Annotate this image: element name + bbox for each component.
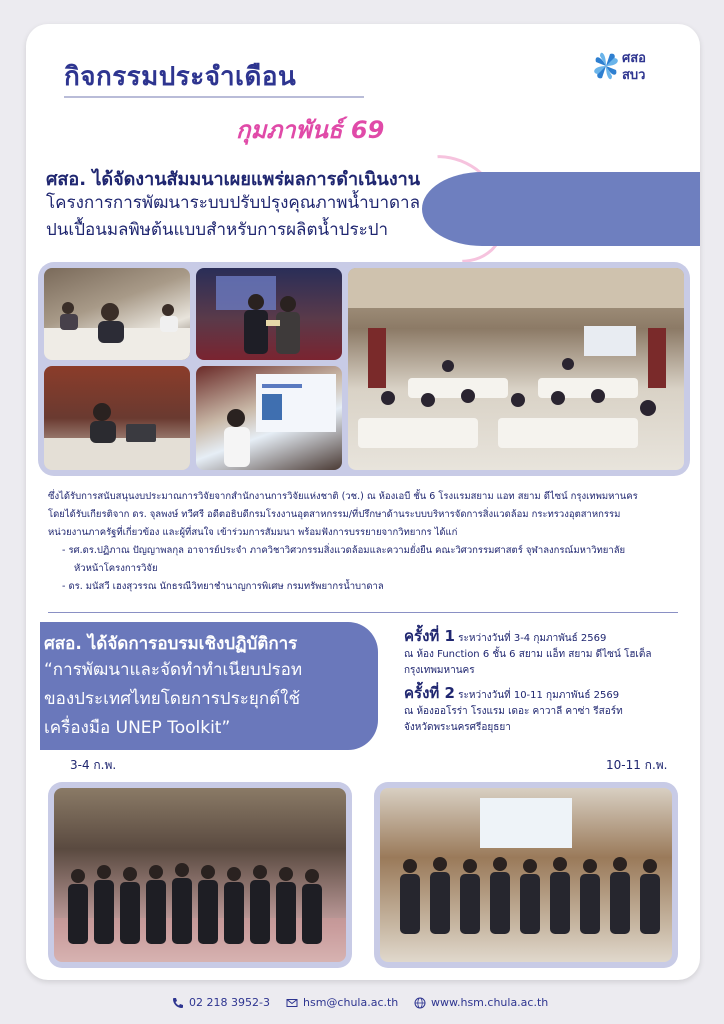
phone-number: 02 218 3952-3 <box>189 996 270 1009</box>
email-address: hsm@chula.ac.th <box>303 996 399 1009</box>
organization-logo <box>590 48 670 92</box>
footer-email[interactable] <box>286 996 398 1009</box>
group-photo-icon <box>380 788 672 962</box>
article1-photo-collage <box>38 262 690 476</box>
session-1-place-city: กรุงเทพมหานคร <box>404 665 475 676</box>
presenter-slide-icon <box>196 366 342 470</box>
session-1-time: ระหว่างวันที่ 3-4 กุมภาพันธ์ 2569 <box>458 633 607 644</box>
page-title: กิจกรรมประจำเดือน <box>64 62 297 92</box>
logo-text <box>622 50 646 84</box>
mail-icon <box>286 997 298 1009</box>
session-1-place: ณ ห้อง Function 6 ชั้น 6 สยาม แอ็ท สยาม ดีไซน์ โฮเต็ล <box>404 649 652 660</box>
session-2-place-province: จังหวัดพระนครศรีอยุธยา <box>404 722 511 733</box>
logo-text-line1: ศสอ <box>622 51 646 66</box>
pinwheel-logo-icon <box>590 48 622 84</box>
speaker-1-role: หัวหน้าโครงการวิจัย <box>74 563 158 574</box>
footer-website[interactable] <box>414 996 548 1009</box>
speaker-2: - ดร. มนัสวี เฮงสุวรรณ นักธรณีวิทยาชำนาญการพิเศษ กรมทรัพยากรน้ำบาดาล <box>62 581 384 592</box>
article2-subheading <box>44 656 374 743</box>
footer-contact <box>0 996 724 1016</box>
session-2-time: ระหว่างวันที่ 10-11 กุมภาพันธ์ 2569 <box>458 690 620 701</box>
session-1-title: ครั้งที่ 1 <box>404 627 455 645</box>
workshop-group-photo-1 <box>54 788 346 962</box>
title-underline <box>64 96 364 98</box>
article1-subheading <box>46 190 486 244</box>
website-url: www.hsm.chula.ac.th <box>431 996 549 1009</box>
desc-line-3: หน่วยงานภาครัฐที่เกี่ยวข้อง และผู้ที่สนใจ เข้าร่วมการสัมมนา พร้อมฟังการบรรยายจากวิทยากร ได้แก่ <box>48 527 458 538</box>
newsletter-card <box>26 24 700 980</box>
article1-subheading-line2: ปนเปื้อนมลพิษต้นแบบสำหรับการผลิตน้ำประปา <box>46 220 389 240</box>
workshop-date-left: 3-4 ก.พ. <box>70 758 117 772</box>
month-label: กุมภาพันธ์ 69 <box>236 116 385 144</box>
article1-description <box>48 488 688 596</box>
speaker-1: - รศ.ดร.ปฏิภาณ ปัญญาพลกุล อาจารย์ประจำ ภาควิชาวิศวกรรมสิ่งแวดล้อมและความยั่งยืน คณะวิศวกรรมศาสตร์ จุฬาลงกรณ์มหาวิทยาลัย <box>62 545 626 556</box>
workshop-photo-frame-2 <box>374 782 678 968</box>
article2-sub-line2: ของประเทศไทยโดยการประยุกต์ใช้ <box>44 689 300 709</box>
desc-line-2: โดยได้รับเกียรติจาก ดร. จุลพงษ์ ทวีศรี อดีตอธิบดีกรมโรงงานอุตสาหกรรม/ที่ปรึกษาด้านระบบบริหารจัดการสิ่งแวดล้อม กระทรวงอุตสาหกรรม <box>48 509 621 520</box>
seminar-photo-1 <box>44 268 190 360</box>
article2-sub-line1: “การพัฒนาและจัดทำทำเนียบปรอท <box>44 660 303 680</box>
workshop-date-right: 10-11 ก.พ. <box>606 758 668 772</box>
session-1 <box>404 628 694 679</box>
group-photo-icon <box>54 788 346 962</box>
seminar-scene-icon <box>44 268 190 360</box>
session-2-place: ณ ห้องออโรร่า โรงแรม เดอะ คาวาลี คาซ่า รีสอร์ท <box>404 706 623 717</box>
article2-heading: ศสอ. ได้จัดการอบรมเชิงปฏิบัติการ <box>44 634 298 654</box>
article1-subheading-line1: โครงการการพัฒนาระบบปรับปรุงคุณภาพน้ำบาดาล <box>46 193 420 213</box>
workshop-photo-frame-1 <box>48 782 352 968</box>
section-divider <box>48 612 678 613</box>
phone-icon <box>172 997 184 1009</box>
globe-icon <box>414 997 426 1009</box>
session-schedule <box>404 628 694 742</box>
session-2 <box>404 685 694 736</box>
article1-heading: ศสอ. ได้จัดงานสัมมนาเผยแพร่ผลการดำเนินงาน <box>46 169 421 190</box>
award-handover-icon <box>196 268 342 360</box>
logo-text-line2: สบว <box>622 68 646 83</box>
seminar-audience-icon <box>348 268 684 470</box>
article2-sub-line3: เครื่องมือ UNEP Toolkit” <box>44 718 231 738</box>
seminar-photo-4 <box>196 366 342 470</box>
session-2-title: ครั้งที่ 2 <box>404 684 455 702</box>
seminar-photo-2 <box>44 366 190 470</box>
desc-line-1: ซึ่งได้รับการสนับสนุนงบประมาณการวิจัยจากสำนักงานการวิจัยแห่งชาติ (วช.) ณ ห้องเอบี ชั้น 6 โรงแรมสยาม แอท สยาม ดีไซน์ กรุงเทพมหานคร <box>48 491 638 502</box>
footer-phone[interactable] <box>172 996 270 1009</box>
seminar-photo-3 <box>196 268 342 360</box>
speaker-at-laptop-icon <box>44 366 190 470</box>
workshop-group-photo-2 <box>380 788 672 962</box>
seminar-hall-photo <box>348 268 684 470</box>
